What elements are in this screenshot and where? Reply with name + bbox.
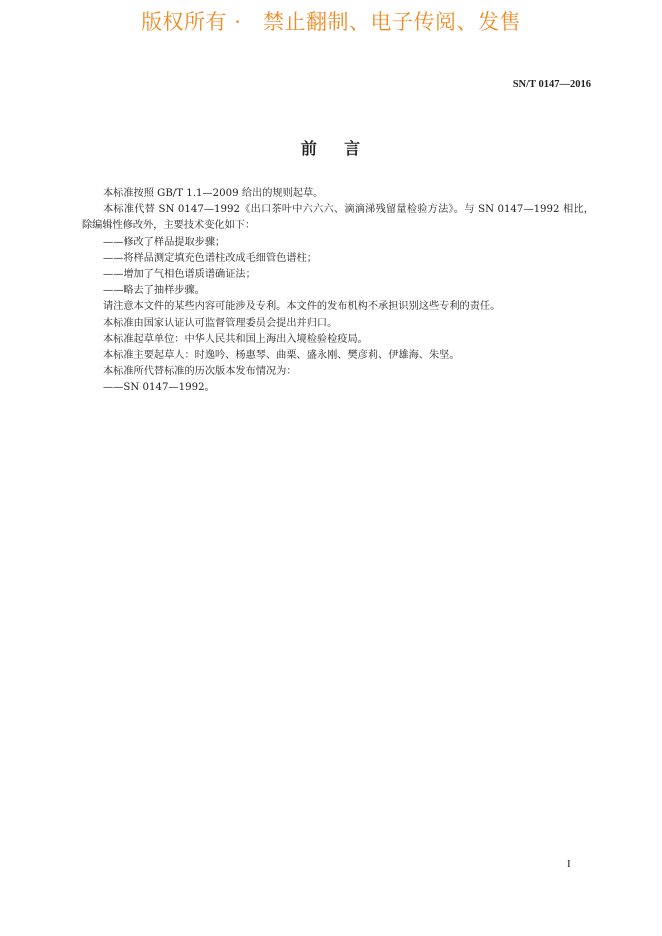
paragraph: 本标准起草单位：中华人民共和国上海出入境检验检疫局。 (103, 333, 368, 345)
paragraph: 本标准代替 SN 0147—1992《出口茶叶中六六六、滴滴涕残留量检验方法》。与 SN 0147—1992 相比，除编辑性修改外，主要技术变化如下： (82, 204, 594, 232)
paragraph: 本标准由国家认证认可监督管理委员会提出并归口。 (103, 317, 338, 329)
list-item: ——修改了样品提取步骤； (103, 236, 226, 248)
page-title: 前 言 (300, 139, 362, 158)
list-item: ——将样品测定填充色谱柱改成毛细管色谱柱； (103, 252, 317, 264)
standard-code: SN/T 0147—2016 (512, 79, 591, 90)
foreword-body (82, 186, 594, 397)
list-item: ——略去了抽样步骤。 (103, 285, 205, 297)
list-item: ——SN 0147—1992。 (103, 382, 215, 394)
paragraph: 本标准按照 GB/T 1.1—2009 给出的规则起草。 (103, 188, 324, 199)
paragraph: 本标准主要起草人：时逸吟、杨惠琴、曲栗、盛永刚、樊彦莉、伊雄海、朱坚。 (103, 350, 460, 362)
page-number: I (567, 858, 571, 870)
paragraph: 本标准所代替标准的历次版本发布情况为： (103, 366, 297, 378)
copyright-watermark: 版权所有 · 禁止翻制、电子传阅、发售 (141, 10, 521, 34)
list-item: ——增加了气相色谱质谱确证法； (103, 269, 256, 281)
paragraph: 请注意本文件的某些内容可能涉及专利。本文件的发布机构不承担识别这些专利的责任。 (103, 301, 501, 313)
